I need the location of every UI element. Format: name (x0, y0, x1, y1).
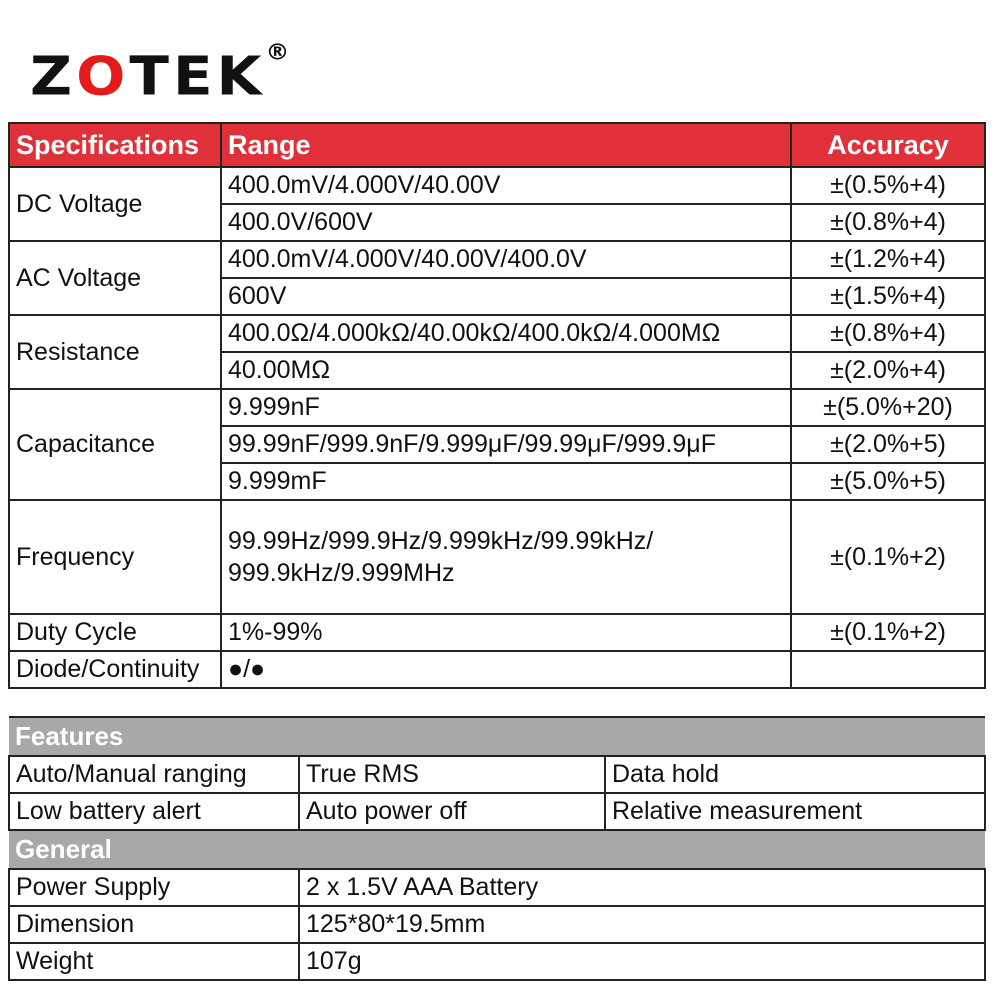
range-cell: ●/● (221, 651, 791, 688)
range-cell: 400.0V/600V (221, 204, 791, 241)
feature-cell: Data hold (605, 756, 985, 793)
table-row (9, 167, 985, 204)
feature-cell: True RMS (299, 756, 605, 793)
accuracy-cell (791, 651, 985, 688)
accuracy-cell: ±(0.8%+4) (791, 315, 985, 352)
accuracy-cell: ±(0.1%+2) (791, 614, 985, 651)
feature-cell: Auto power off (299, 793, 605, 830)
feature-cell: Relative measurement (605, 793, 985, 830)
range-cell: 9.999mF (221, 463, 791, 500)
general-label: Dimension (9, 906, 299, 943)
range-cell: 9.999nF (221, 389, 791, 426)
feature-cell: Low battery alert (9, 793, 299, 830)
general-value: 2 x 1.5V AAA Battery (299, 869, 985, 906)
general-label: Power Supply (9, 869, 299, 906)
spec-name: Diode/Continuity (9, 651, 221, 688)
range-cell: 99.99Hz/999.9Hz/9.999kHz/99.99kHz/ 999.9kHz/9.999MHz (221, 500, 791, 614)
accuracy-cell: ±(2.0%+4) (791, 352, 985, 389)
general-label: Weight (9, 943, 299, 980)
table-row (9, 651, 985, 688)
zotek-logo: ZOTEK® (30, 39, 290, 108)
range-cell: 99.99nF/999.9nF/9.999μF/99.99μF/999.9μF (221, 426, 791, 463)
spec-name: Frequency (9, 500, 221, 614)
feature-cell: Auto/Manual ranging (9, 756, 299, 793)
table-row (9, 943, 985, 980)
header-specifications: Specifications (9, 123, 221, 167)
general-value: 107g (299, 943, 985, 980)
table-row (9, 756, 985, 793)
range-cell: 400.0Ω/4.000kΩ/40.00kΩ/400.0kΩ/4.000MΩ (221, 315, 791, 352)
header-range: Range (221, 123, 791, 167)
table-row (9, 500, 985, 614)
range-cell: 400.0mV/4.000V/40.00V (221, 167, 791, 204)
table-row (9, 793, 985, 830)
general-value: 125*80*19.5mm (299, 906, 985, 943)
spec-name: Duty Cycle (9, 614, 221, 651)
features-section-header (9, 717, 985, 756)
spec-name: AC Voltage (9, 241, 221, 315)
accuracy-cell: ±(1.5%+4) (791, 278, 985, 315)
accuracy-cell: ±(1.2%+4) (791, 241, 985, 278)
table-row (9, 614, 985, 651)
features-title: Features (9, 717, 985, 756)
accuracy-cell: ±(2.0%+5) (791, 426, 985, 463)
accuracy-cell: ±(5.0%+20) (791, 389, 985, 426)
range-cell: 1%-99% (221, 614, 791, 651)
spec-name: DC Voltage (9, 167, 221, 241)
accuracy-cell: ±(0.8%+4) (791, 204, 985, 241)
spec-name: Capacitance (9, 389, 221, 500)
features-general-table (8, 716, 986, 981)
range-cell: 400.0mV/4.000V/40.00V/400.0V (221, 241, 791, 278)
table-row (9, 906, 985, 943)
general-section-header (9, 830, 985, 869)
range-cell: 600V (221, 278, 791, 315)
accuracy-cell: ±(0.1%+2) (791, 500, 985, 614)
accuracy-cell: ±(5.0%+5) (791, 463, 985, 500)
table-row (9, 241, 985, 278)
range-cell: 40.00MΩ (221, 352, 791, 389)
general-title: General (9, 830, 985, 869)
spec-header-row (9, 123, 985, 167)
table-row (9, 869, 985, 906)
accuracy-cell: ±(0.5%+4) (791, 167, 985, 204)
header-accuracy: Accuracy (791, 123, 985, 167)
spec-name: Resistance (9, 315, 221, 389)
table-row (9, 389, 985, 426)
spec-table (8, 122, 986, 689)
table-row (9, 315, 985, 352)
